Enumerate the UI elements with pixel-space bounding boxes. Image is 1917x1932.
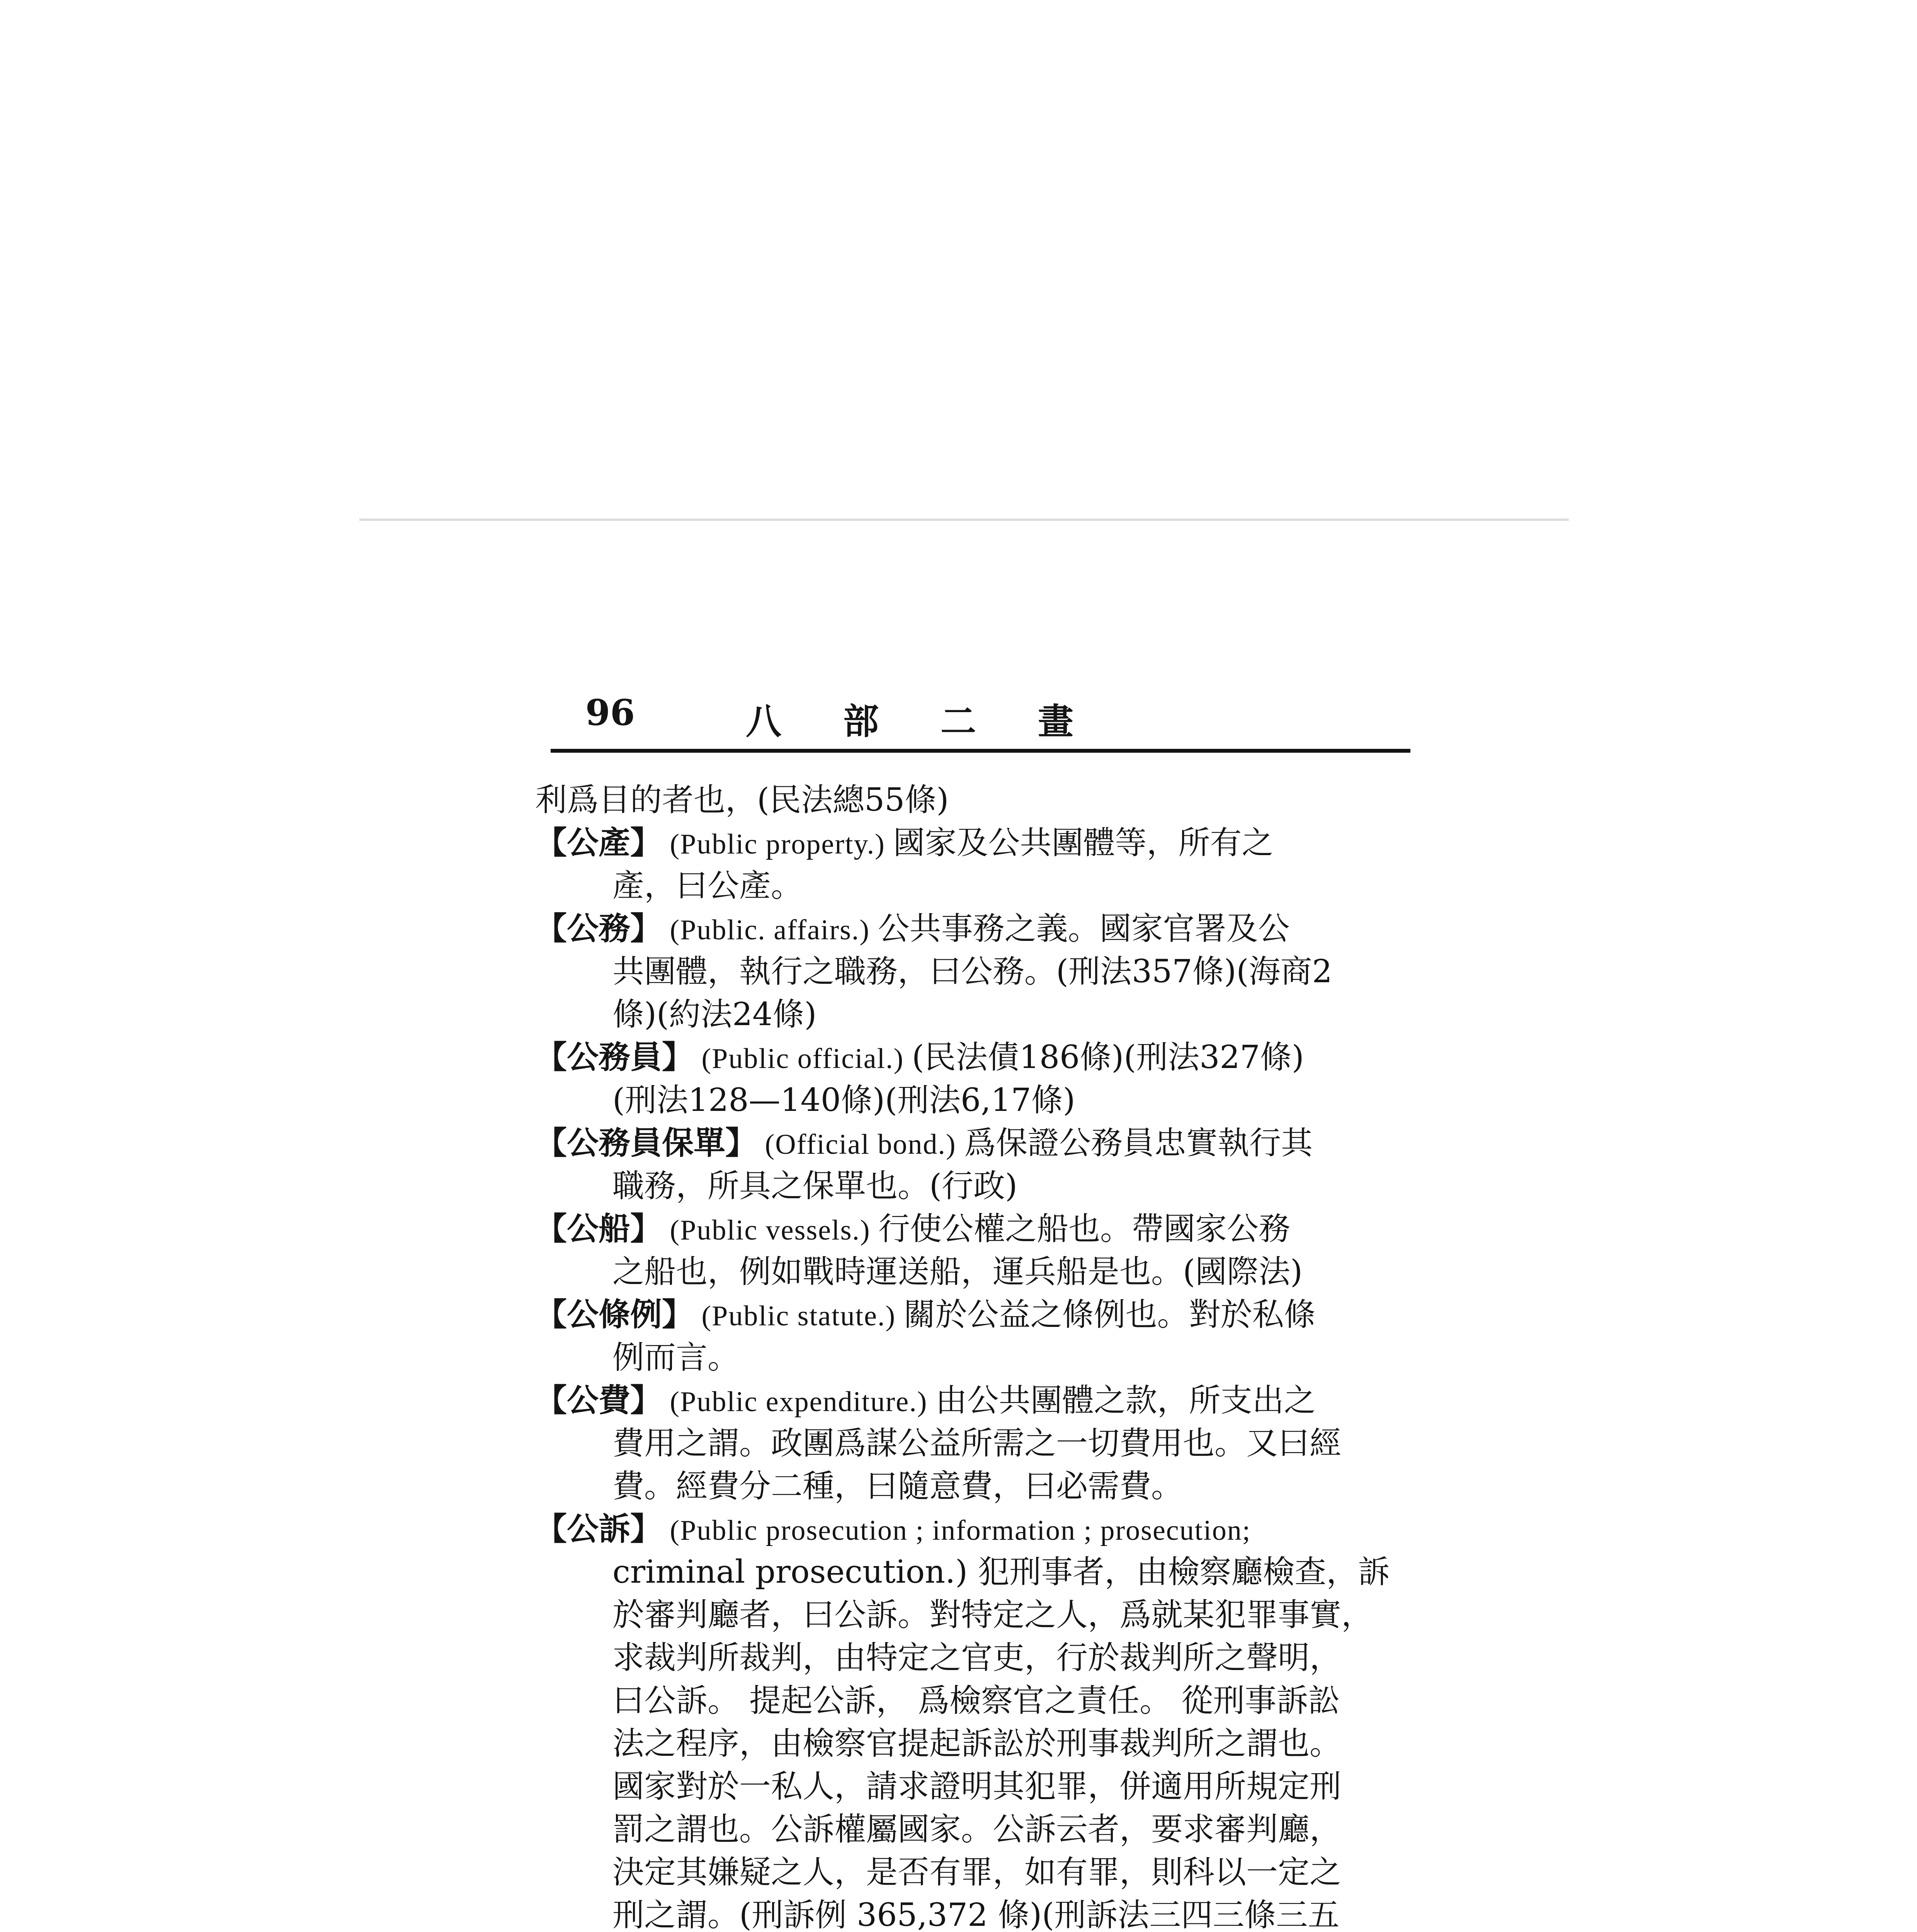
running-title-part: 八 <box>746 701 786 742</box>
dictionary-entries <box>535 779 1410 1932</box>
entry-english-gloss: (Public prosecution ; information ; prosecution; <box>662 1515 1251 1546</box>
entry-head-line <box>535 1379 1410 1422</box>
entry-definition: 爲保證公務員忠實執行其 <box>964 1125 1313 1162</box>
entry-line: 於審判廳者，曰公訴。對特定之人，爲就某犯罪事實， <box>612 1597 1373 1633</box>
entry-term: 【公船】 <box>535 1210 662 1247</box>
entry-line: 國家對於一私人，請求證明其犯罪，併適用所規定刑 <box>612 1768 1342 1805</box>
dictionary-entry <box>535 1379 1410 1508</box>
entry-head-line <box>535 1508 1410 1551</box>
entry-term: 【公訴】 <box>535 1510 662 1548</box>
entry-term: 【公產】 <box>535 824 662 861</box>
entry-term: 【公務】 <box>535 910 662 947</box>
running-title-part: 二 <box>941 701 980 742</box>
entry-line: 費用之謂。政團爲謀公益所需之一切費用也。又曰經 <box>612 1425 1342 1462</box>
entry-line: 條)(約法24條) <box>612 996 817 1033</box>
entry-line: 之船也，例如戰時運送船，運兵船是也。(國際法) <box>612 1253 1303 1290</box>
dictionary-entry <box>535 1122 1410 1208</box>
entry-head-line <box>535 821 1410 864</box>
header-rule <box>551 749 1410 753</box>
entry-english-gloss: (Public statute.) <box>694 1300 904 1332</box>
entry-english-gloss: (Official bond.) <box>757 1129 964 1160</box>
entry-line: 費。經費分二種，曰隨意費，曰必需費。 <box>612 1468 1183 1505</box>
entry-definition: 國家及公共團體等，所有之 <box>893 825 1274 861</box>
page-header <box>535 688 1410 746</box>
entry-line: 職務，所具之保單也。(行政) <box>612 1168 1017 1204</box>
entry-term: 【公條例】 <box>535 1296 694 1333</box>
dictionary-entry <box>535 821 1410 907</box>
entry-line: 共團體，執行之職務，曰公務。(刑法357條)(海商2 <box>612 953 1332 990</box>
entry-line: criminal prosecution.) 犯刑事者，由檢察廳檢查，訴 <box>612 1554 1390 1590</box>
book-page <box>535 688 1410 1932</box>
dictionary-entry <box>535 779 1410 821</box>
entry-english-gloss: (Public. affairs.) <box>662 914 878 946</box>
dictionary-entry <box>535 1036 1410 1122</box>
entry-term: 【公費】 <box>535 1382 662 1419</box>
entry-head-line <box>535 1293 1410 1336</box>
entry-line: 決定其嫌疑之人，是否有罪，如有罪，則科以一定之 <box>612 1854 1342 1891</box>
entry-line: 求裁判所裁判，由特定之官吏，行於裁判所之聲明， <box>612 1639 1342 1676</box>
running-title-part: 部 <box>843 701 883 742</box>
dictionary-entry <box>535 1508 1410 1932</box>
entry-line: 產，曰公產。 <box>612 867 803 904</box>
entry-definition: 公共事務之義。國家官署及公 <box>878 910 1290 947</box>
entry-line: 法之程序，由檢察官提起訴訟於刑事裁判所之謂也。 <box>612 1725 1342 1762</box>
entry-line: 曰公訴。 提起公訴， 爲檢察官之責任。 從刑事訴訟 <box>612 1682 1340 1719</box>
entry-head-line <box>535 1036 1410 1079</box>
entry-definition: 關於公益之條例也。對於私條 <box>903 1296 1316 1333</box>
entry-english-gloss: (Public official.) <box>694 1043 912 1075</box>
dictionary-entry <box>535 907 1410 1036</box>
entry-line: 罰之謂也。公訴權屬國家。公訴云者，要求審判廳， <box>612 1811 1342 1848</box>
entry-line: 例而言。 <box>612 1339 740 1376</box>
entry-line: (刑法128—140條)(刑法6,17條) <box>612 1082 1075 1119</box>
page-number: 96 <box>585 692 635 733</box>
entry-line: 刑之謂。(刑訴例 365,372 條)(刑訴法三四三條三五 <box>612 1897 1340 1932</box>
entry-definition: 由公共團體之款，所支出之 <box>935 1382 1316 1419</box>
entry-term: 【公務員保單】 <box>535 1124 757 1162</box>
entry-english-gloss: (Public vessels.) <box>662 1214 879 1246</box>
dictionary-entry <box>535 1293 1410 1379</box>
entry-definition: (民法債186條)(刑法327條) <box>912 1039 1304 1076</box>
entry-head-line <box>535 1208 1410 1250</box>
running-title <box>746 693 1135 744</box>
entry-term: 【公務員】 <box>535 1039 694 1076</box>
entry-head-line <box>535 1122 1410 1165</box>
entry-english-gloss: (Public property.) <box>662 828 893 860</box>
entry-definition: 行使公權之船也。帶國家公務 <box>878 1211 1291 1247</box>
top-divider-line <box>359 519 1569 521</box>
entry-line: 利爲目的者也，(民法總55條) <box>535 782 949 818</box>
entry-head-line <box>535 907 1410 950</box>
dictionary-entry <box>535 1208 1410 1293</box>
entry-english-gloss: (Public expenditure.) <box>662 1386 936 1418</box>
running-title-part: 畫 <box>1038 701 1078 742</box>
